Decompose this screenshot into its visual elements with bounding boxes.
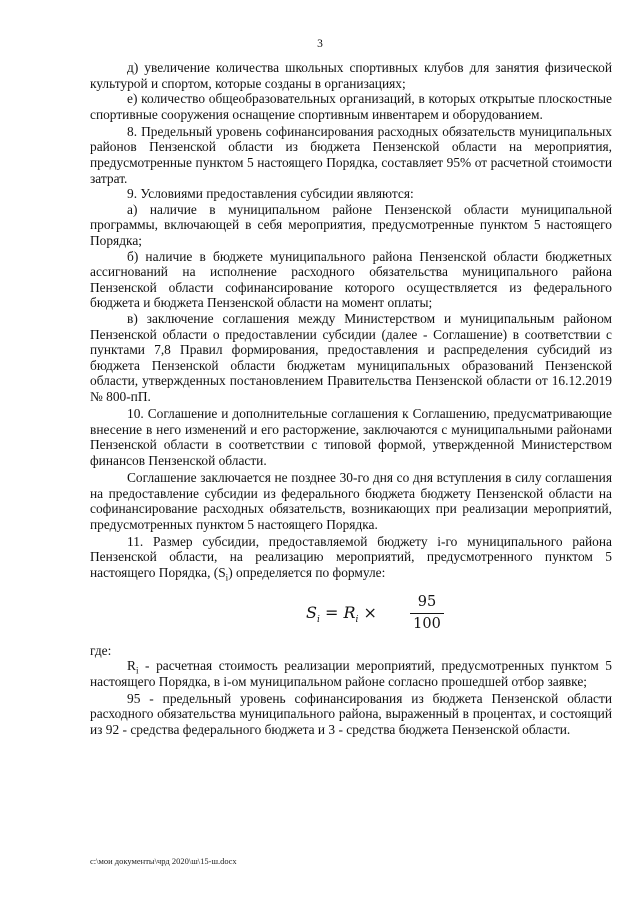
document-body (90, 60, 612, 738)
paragraph-10-agreement: Соглашение заключается не позднее 30-го дня со дня вступления в силу соглашения на предоставление субсидии из федерального бюджета бюджету Пензенской области на софинансирование расходных обязательств, возникающих при реализации мероприятий, предусмотренных пунктом 5 настоящего Порядка. (90, 469, 612, 532)
fraction-bar (410, 613, 444, 614)
page-number: 3 (317, 38, 323, 50)
subsidy-formula: $S_i = R_i$ × 95 100 (90, 591, 612, 639)
definition-r: $R_i$ - расчетная стоимость реализации мероприятий, предусмотренных пунктом 5 настоящего Порядка, в i-ом муниципальном районе согласно прошедшей отбор заявке; (90, 658, 612, 689)
paragraph-10: 10. Соглашение и дополнительные соглашения к Соглашению, предусматривающие внесение в него изменений и его расторжение, заключаются с муниципальными районами Пензенской области в соответствии с типовой формой, утвержденной Министерством финансов Пензенской области. (90, 406, 612, 468)
paragraph-9: 9. Условиями предоставления субсидии являются: (127, 186, 414, 202)
file-path-footer: c:\мои документы\чрд 2020\ш\15-ш.docx (90, 856, 237, 866)
definition-95: 95 - предельный уровень софинансирования из бюджета Пензенской области расходного обязательства муниципального района, выраженный в процентах, и состоящий из 92 - средства федерального бюджета и 3 - средства бюджета Пензенской области. (90, 690, 612, 738)
paragraph-9a: а) наличие в муниципальном районе Пензенской области муниципальной программы, включающей в себя мероприятия, предусмотренные пунктом 5 настоящего Порядка; (90, 201, 612, 249)
formula-fraction (410, 593, 444, 634)
paragraph-d: д) увеличение количества школьных спортивных клубов для занятия физической культурой и спортом, которые созданы в организациях; (90, 60, 612, 91)
paragraph-e: е) количество общеобразовательных организаций, в которых открытые плоскостные спортивные сооружения оснащение спортивным инвентарем и оборудованием. (90, 91, 612, 122)
paragraph-11: 11. Размер субсидии, предоставляемой бюджету i-го муниципального района Пензенской области, на реализацию мероприятий, предусмотренного пунктом 5 настоящего Порядка, $(S_i)$ определяется по формуле: (90, 533, 612, 583)
paragraph-8: 8. Предельный уровень софинансирования расходных обязательств муниципальных районов Пензенской области из бюджета Пензенской области на мероприятия, предусмотренные пунктом 5 настоящего Порядка, составляет 95% от расчетной стоимости затрат. (90, 123, 612, 186)
where-label: где: (90, 642, 112, 658)
paragraph-9v: в) заключение соглашения между Министерством и муниципальным районом Пензенской области о предоставлении субсидии (далее - Соглашение) в соответствии с пунктами 7,8 Правил формирования, предоставления и распределения субсидий из бюджета Пензенской области бюджетам муниципальных образований Пензенской области, утвержденных постановлением Правительства Пензенской области от 16.12.2019 № 800-пП. (90, 311, 612, 404)
formula-denominator: 100 (413, 615, 441, 632)
formula-numerator: 95 (417, 593, 437, 610)
paragraph-9b: б) наличие в бюджете муниципального района Пензенской области бюджетных ассигнований на исполнение расходного обязательства муниципального района Пензенской области софинансирование которого осуществляется из федерального бюджета и бюджета Пензенской области на момент оплаты; (90, 248, 612, 311)
